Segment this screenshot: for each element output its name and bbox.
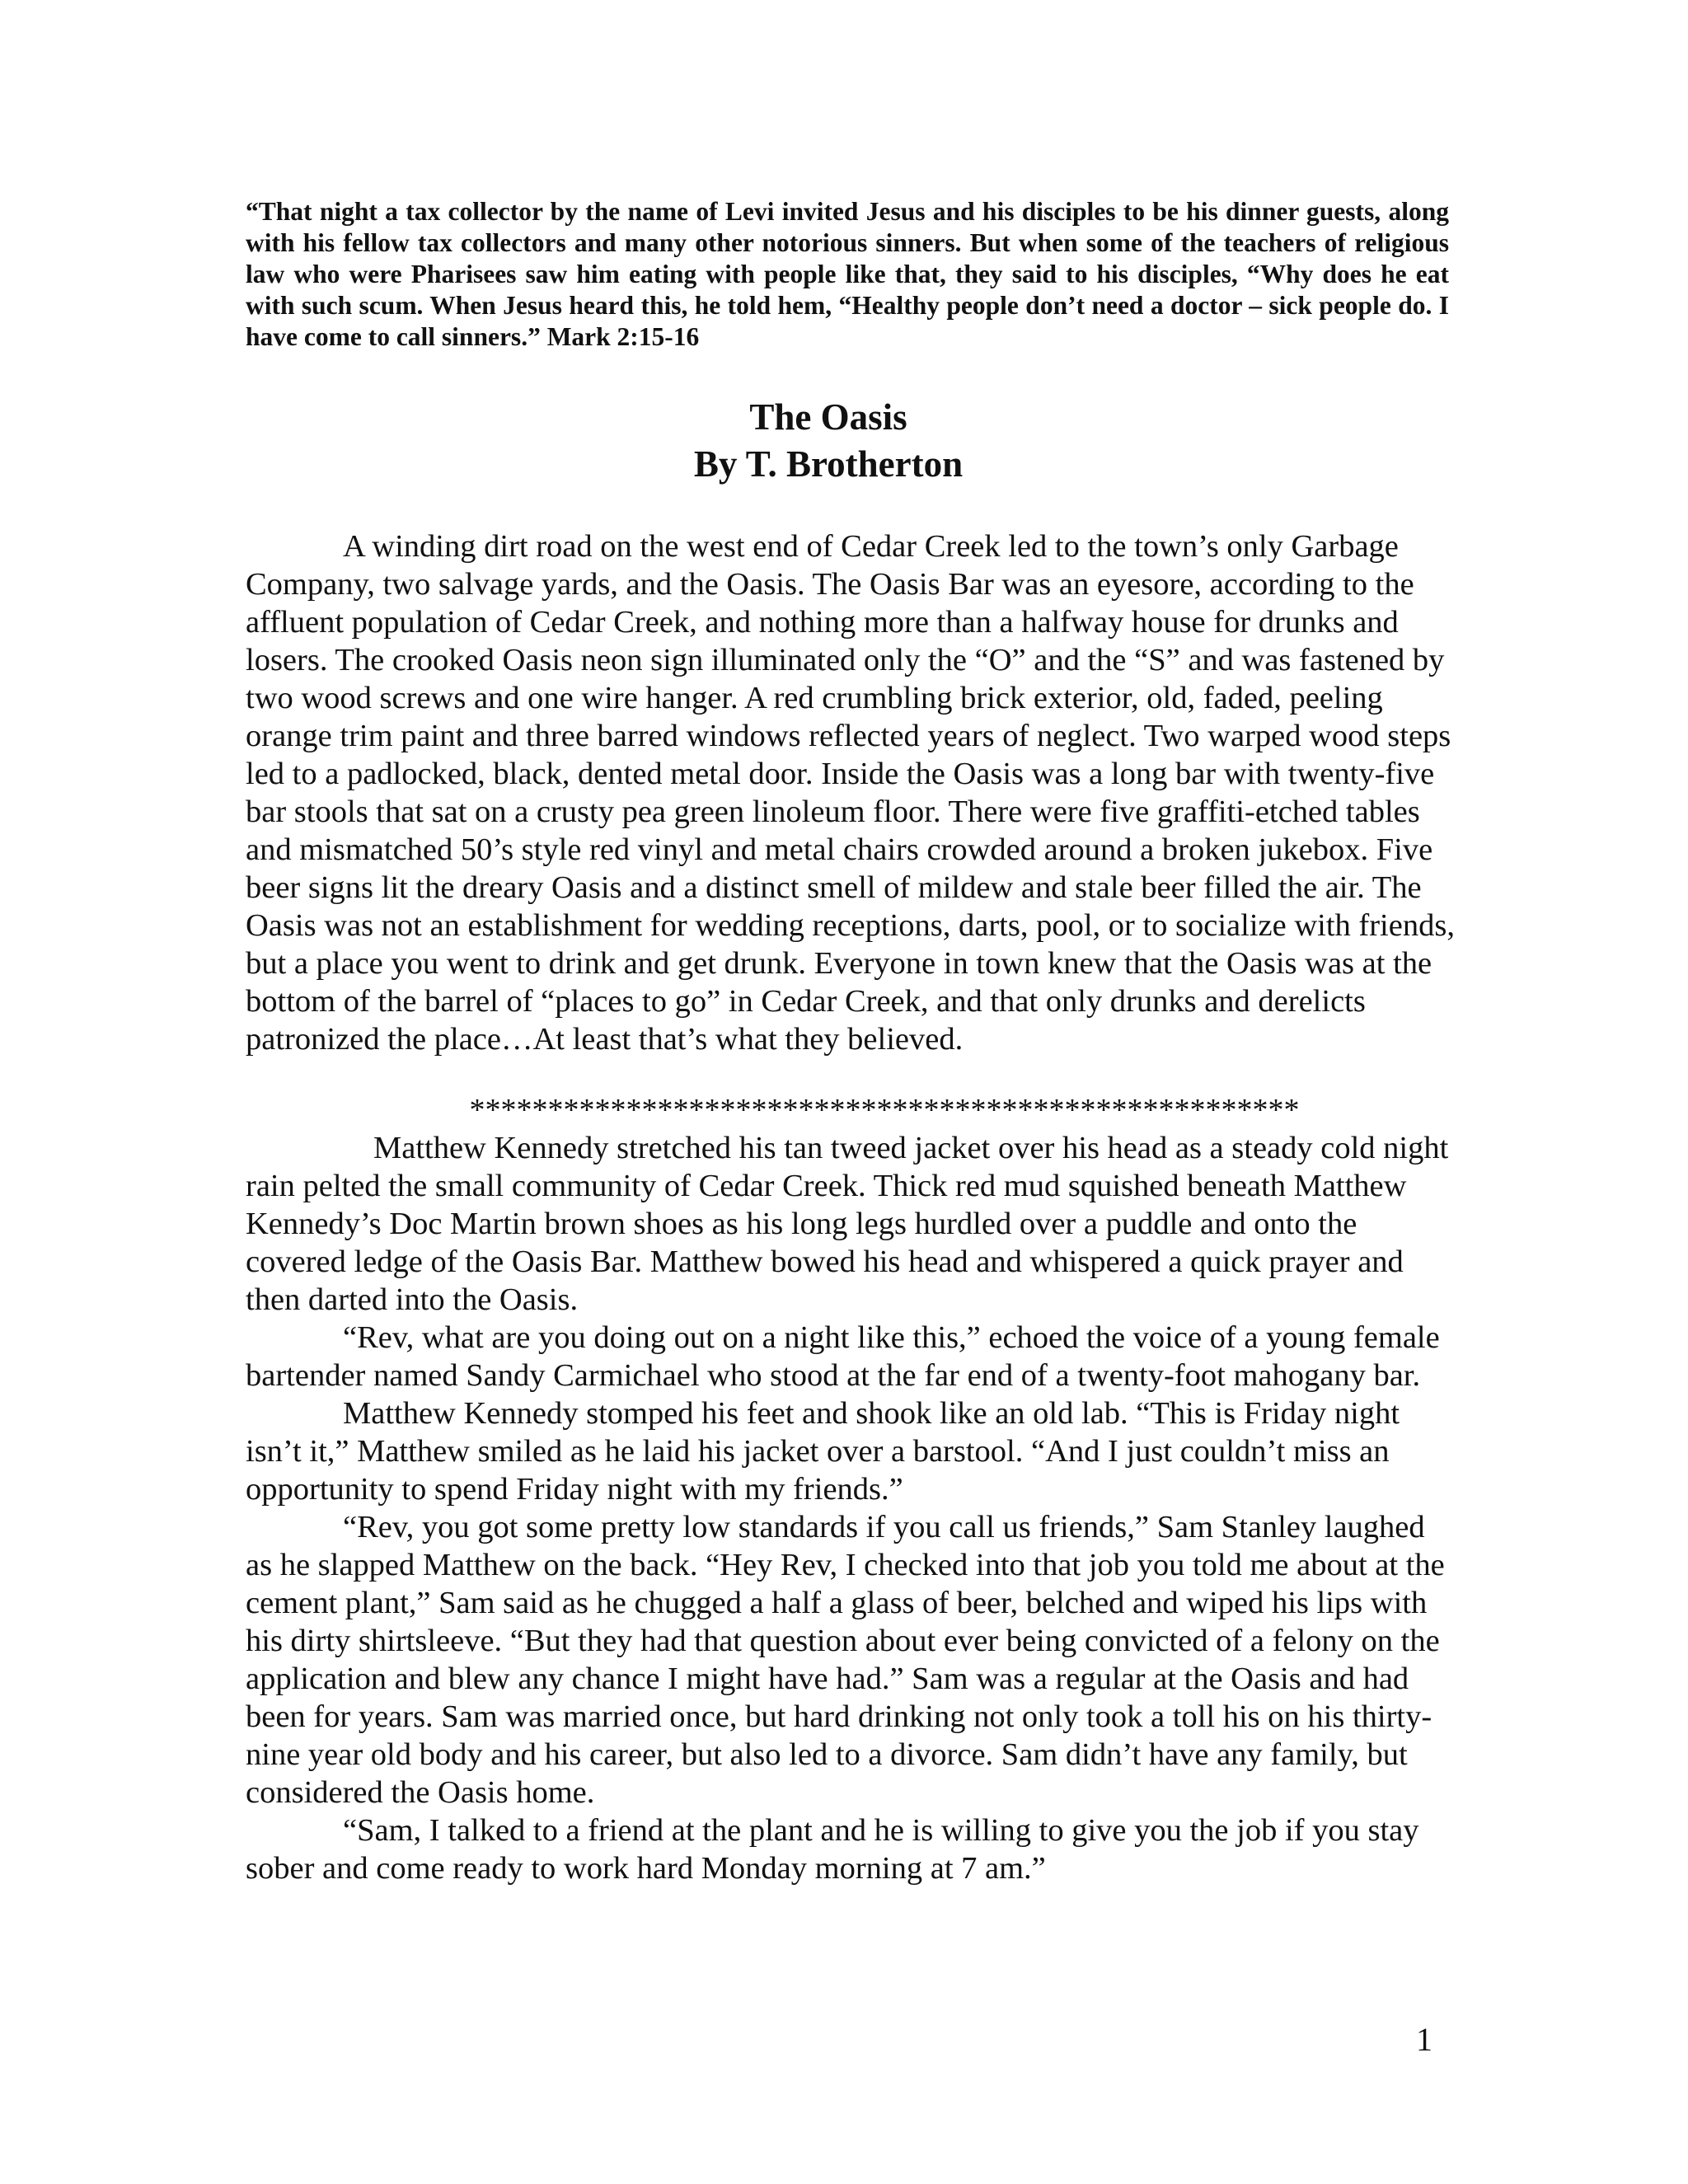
paragraph-2: Matthew Kennedy stretched his tan tweed jacket over his head as a steady cold night rain pelted the small community of Cedar Creek. Thick red mud squished beneath Matthew Kennedy’s Doc Martin brown shoes as his long legs hurdled over a puddle and onto the covered ledge of the Oasis Bar. Matthew bowed his head and whispered a quick prayer and then darted into the Oasis. [246,1131,1449,1317]
title-block [0,394,1657,488]
paragraph-3: “Rev, what are you doing out on a night like this,” echoed the voice of a young female bartender named Sandy Carmichael who stood at the far end of a twenty-foot mahogany bar. [246,1320,1440,1393]
page-number: 1 [1416,2021,1432,2058]
epigraph-quote: “That night a tax collector by the name of Levi invited Jesus and his disciples to be his dinner guests, along with his fellow tax collectors and many other notorious sinners. But when some of the teachers of religious law who were Pharisees saw him eating with people like that, they said to his disciples, “Why does he eat with such scum. When Jesus heard this, he told hem, “Healthy people don’t need a doctor – sick people do. I have come to call sinners.” Mark 2:15-16 [246,197,1449,351]
paragraph-5: “Rev, you got some pretty low standards if you call us friends,” Sam Stanley laughed as he slapped Matthew on the back. “Hey Rev, I checked into that job you told me about at the cement plant,” Sam said as he chugged a half a glass of beer, belched and wiped his lips with his dirty shirtsleeve. “But they had that question about ever being convicted of a felony on the application and blew any chance I might have had.” Sam was a regular at the Oasis and had been for years. Sam was married once, but hard drinking not only took a toll his on his thirty-nine year old body and his career, but also led to a divorce. Sam didn’t have any family, but considered the Oasis home. [246,1510,1445,1810]
section-separator: ***************************************************** [469,1093,1300,1127]
story-byline: By T. Brotherton [693,443,964,485]
paragraph-1: A winding dirt road on the west end of Cedar Creek led to the town’s only Garbage Company, two salvage yards, and the Oasis. The Oasis Bar was an eyesore, according to the affluent population of Cedar Creek, and nothing more than a halfway house for drunks and losers. The crooked Oasis neon sign illuminated only the “O” and the “S” and was fastened by two wood screws and one wire hanger. A red crumbling brick exterior, old, faded, peeling orange trim paint and three barred windows reflected years of neglect. Two warped wood steps led to a padlocked, black, dented metal door. Inside the Oasis was a long bar with twenty-five bar stools that sat on a crusty pea green linoleum floor. There were five graffiti-etched tables and mismatched 50’s style red vinyl and metal chairs crowded around a broken jukebox. Five beer signs lit the dreary Oasis and a distinct smell of mildew and stale beer filled the air. The Oasis was not an establishment for wedding receptions, darts, pool, or to socialize with friends, but a place you went to drink and get drunk. Everyone in town knew that the Oasis was at the bottom of the barrel of “places to go” in Cedar Creek, and that only drunks and derelicts patronized the place…At least that’s what they believed. [246,529,1455,1057]
story-title: The Oasis [749,396,907,438]
paragraph-6: “Sam, I talked to a friend at the plant and he is willing to give you the job if you stay sober and come ready to work hard Monday morning at 7 am.” [246,1813,1419,1886]
paragraph-4: Matthew Kennedy stomped his feet and shook like an old lab. “This is Friday night isn’t it,” Matthew smiled as he laid his jacket over a barstool. “And I just couldn’t miss an opportunity to spend Friday night with my friends.” [246,1396,1400,1507]
story-body [246,527,1457,1887]
